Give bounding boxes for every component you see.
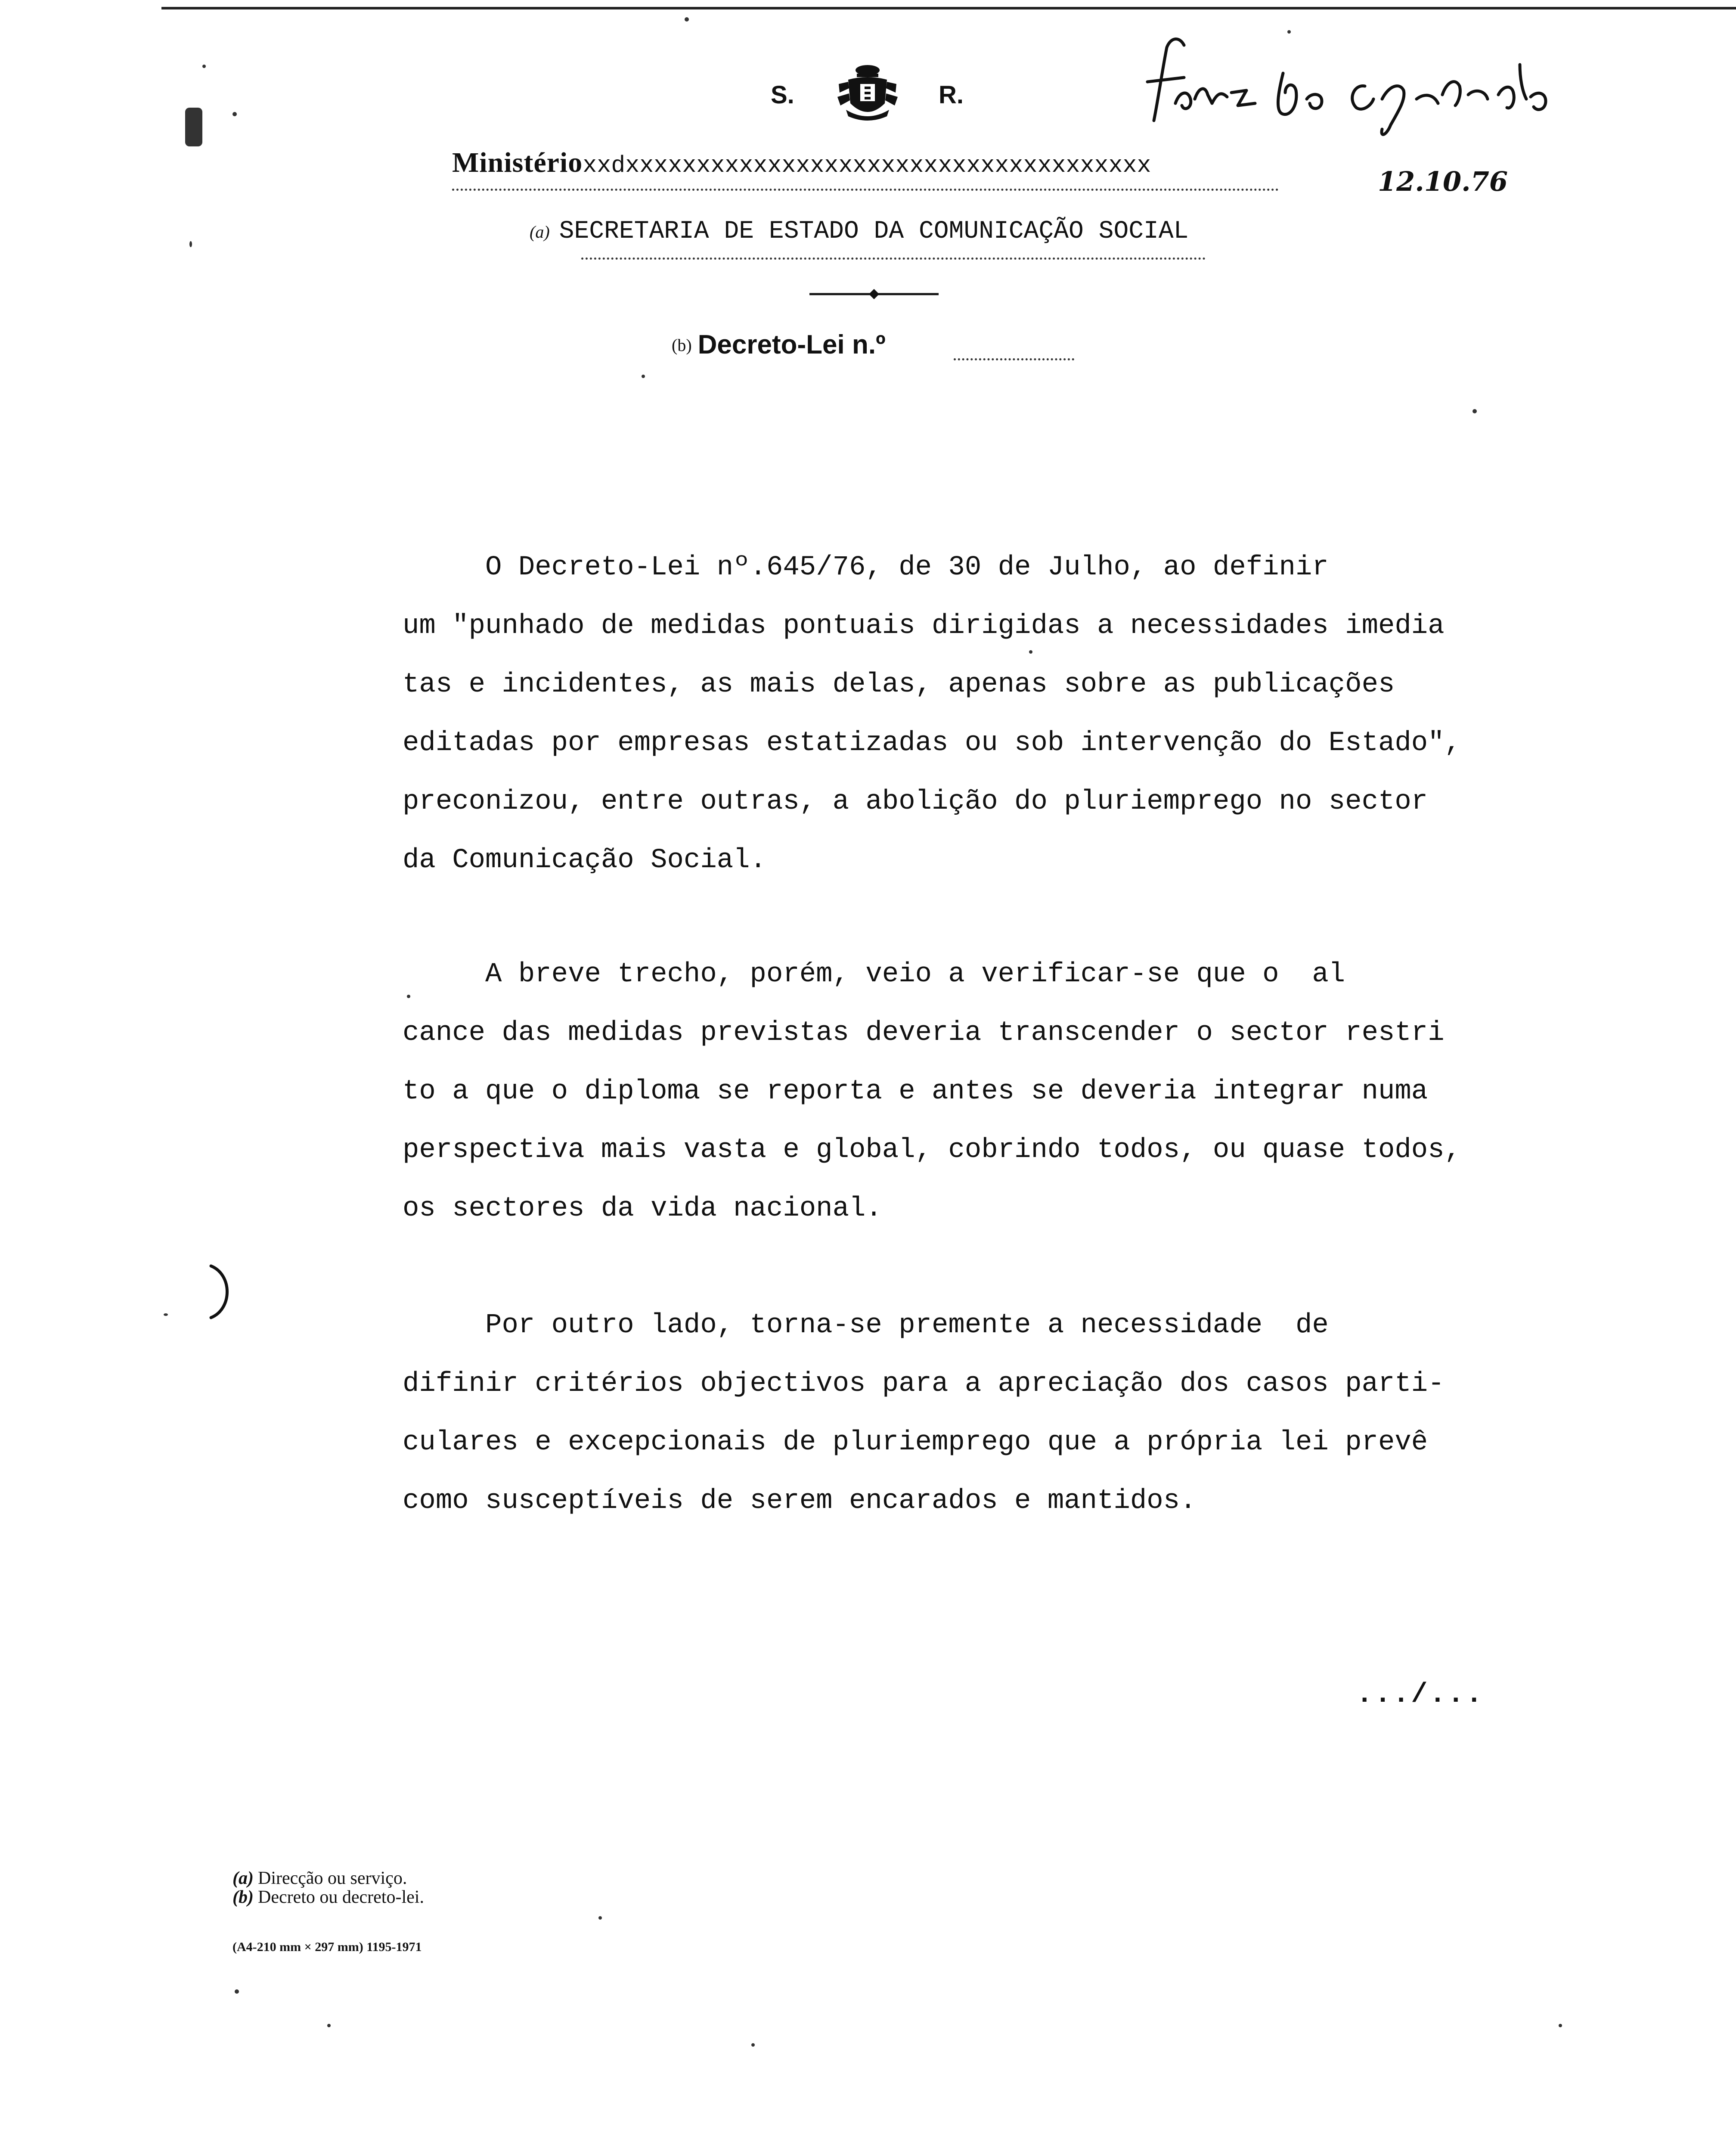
secretariat-line bbox=[530, 217, 1348, 252]
paragraph-3-line: difinir critérios objectivos para a apreciação dos casos parti- bbox=[403, 1368, 1445, 1399]
footnote-a-key: (a) bbox=[232, 1868, 254, 1888]
paragraph-1-line: preconizou, entre outras, a abolição do pluriemprego no sector bbox=[403, 786, 1428, 817]
paragraph-1-line: da Comunicação Social. bbox=[403, 845, 766, 876]
scan-speck bbox=[1472, 409, 1477, 413]
top-edge-rule bbox=[161, 7, 1736, 9]
ministry-typed-fill: xxdxxxxxxxxxxxxxxxxxxxxxxxxxxxxxxxxxxxxx bbox=[583, 152, 1151, 179]
form-reference: (A4-210 mm × 297 mm) 1195-1971 bbox=[232, 1940, 422, 1954]
scan-speck bbox=[1287, 30, 1291, 34]
scan-speck bbox=[1559, 2024, 1562, 2027]
paragraph-1-line: editadas por empresas estatizadas ou sob intervenção do Estado", bbox=[403, 728, 1461, 759]
paragraph-3-line: Por outro lado, torna-se premente a necessidade de bbox=[403, 1310, 1329, 1341]
scan-speck bbox=[232, 112, 237, 116]
scan-speck bbox=[598, 1916, 602, 1920]
scan-speck bbox=[235, 1989, 239, 1994]
paragraph-1-line: um "punhado de medidas pontuais dirigidas a necessidades imedia bbox=[403, 611, 1445, 642]
decree-number-blank bbox=[954, 358, 1074, 360]
paragraph-1-line: O Decreto-Lei nº.645/76, de 30 de Julho, ao definir bbox=[403, 552, 1329, 583]
paragraph-3-line: como susceptíveis de serem encarados e mantidos. bbox=[403, 1486, 1197, 1517]
paragraph-3-line: culares e excepcionais de pluriemprego que a própria lei prevê bbox=[403, 1427, 1428, 1458]
paragraph-1-line: tas e incidentes, as mais delas, apenas sobre as publicações bbox=[403, 669, 1395, 700]
scan-speck bbox=[685, 17, 689, 22]
scan-speck bbox=[642, 375, 645, 378]
footnotes bbox=[232, 1869, 577, 1907]
ministry-line bbox=[452, 146, 1279, 185]
divider-ornament-icon bbox=[809, 288, 939, 301]
paragraph-2 bbox=[403, 945, 1522, 1238]
paragraph-2-line: A breve trecho, porém, veio a verificar-se que o al bbox=[403, 959, 1345, 990]
scan-speck bbox=[185, 108, 202, 146]
footnote-b bbox=[232, 1888, 577, 1907]
ministry-dotted-rule bbox=[452, 189, 1279, 191]
coat-of-arms-icon bbox=[835, 62, 900, 123]
handwritten-date: 12.10.76 bbox=[1378, 166, 1508, 197]
scan-speck bbox=[751, 2043, 755, 2047]
paragraph-2-line: cance das medidas previstas deveria transcender o sector restri bbox=[403, 1018, 1445, 1049]
secretariat-dotted-rule bbox=[581, 257, 1206, 260]
decree-footnote-marker: (b) bbox=[672, 335, 692, 355]
footnote-a bbox=[232, 1869, 577, 1888]
ministry-word: Ministério bbox=[452, 147, 583, 178]
footnote-a-text: Direcção ou serviço. bbox=[257, 1868, 407, 1888]
paragraph-3 bbox=[403, 1296, 1522, 1530]
scan-speck bbox=[1029, 650, 1032, 654]
header-emblem-row bbox=[771, 62, 995, 127]
scan-speck bbox=[189, 241, 192, 247]
scan-speck bbox=[407, 995, 410, 998]
header-r-letter: R. bbox=[939, 81, 964, 109]
secretariat-name: SECRETARIA DE ESTADO DA COMUNICAÇÃO SOCIAL bbox=[559, 217, 1189, 245]
handwritten-note bbox=[1141, 34, 1572, 146]
paragraph-2-line: os sectores da vida nacional. bbox=[403, 1193, 882, 1224]
scan-speck bbox=[202, 65, 206, 68]
decree-label: Decreto-Lei n.º bbox=[698, 330, 886, 360]
registry-bracket-icon bbox=[202, 1262, 241, 1322]
scan-speck bbox=[164, 1313, 168, 1316]
header-s-letter: S. bbox=[771, 81, 794, 109]
secretariat-footnote-marker: (a) bbox=[530, 222, 550, 242]
paragraph-1 bbox=[403, 538, 1522, 890]
footnote-b-text: Decreto ou decreto-lei. bbox=[257, 1887, 424, 1907]
footnote-b-key: (b) bbox=[232, 1887, 254, 1907]
paragraph-2-line: to a que o diploma se reporta e antes se deveria integrar numa bbox=[403, 1076, 1428, 1107]
paragraph-2-line: perspectiva mais vasta e global, cobrindo todos, ou quase todos, bbox=[403, 1135, 1461, 1166]
scan-speck bbox=[327, 2024, 331, 2027]
continued-marker: .../... bbox=[1356, 1679, 1484, 1710]
